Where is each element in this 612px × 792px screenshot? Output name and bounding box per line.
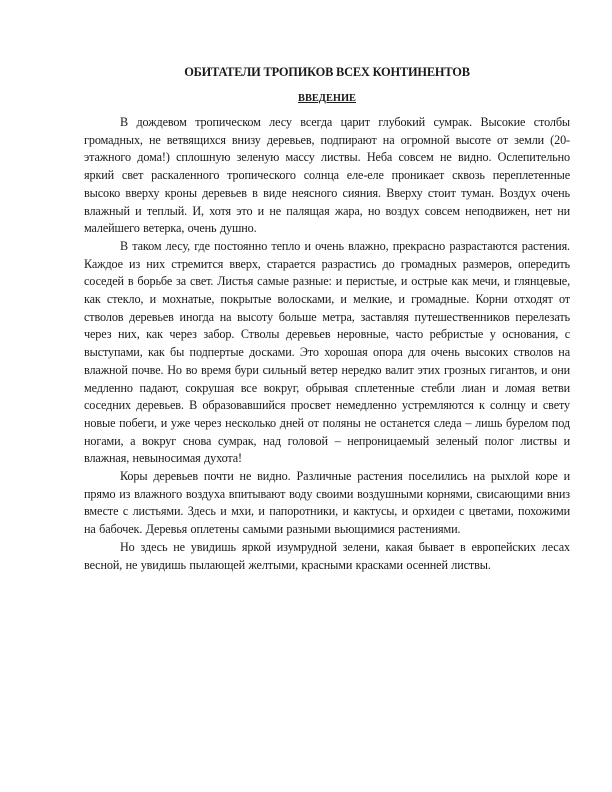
paragraph-4: Но здесь не увидишь яркой изумрудной зелени, какая бывает в европейских лесах весной, не увидишь пылающей желтыми, красными красками осенней листвы.	[84, 539, 570, 572]
document-page	[84, 64, 570, 574]
paragraph-3: Коры деревьев почти не видно. Различные растения поселились на рыхлой коре и прямо из влажного воздуха впитывают воду своими воздушными корнями, свисающими вниз вместе с листьями. Здесь и мхи, и папоротники, и кактусы, и орхидеи с цветами, похожими на бабочек. Деревья оплетены самыми разными вьющимися растениями.	[84, 469, 570, 537]
document-title: ОБИТАТЕЛИ ТРОПИКОВ ВСЕХ КОНТИНЕНТОВ	[184, 65, 470, 79]
paragraph-1: В дождевом тропическом лесу всегда царит глубокий сумрак. Высокие столбы громадных, не ветвящихся внизу деревьев, подпирают на огромной высоте от земли (20-этажного дома!) сплошную зеленую массу листвы. Неба совсем не видно. Ослепительно яркий свет раскаленного тропического солнца еле-еле проникает сквозь переплетенные высоко вверху кроны деревьев в виде неясного сияния. Вверху стоит туман. Воздух очень влажный и теплый. И, хотя это и не палящая жара, но воздух совсем неподвижен, нет ни малейшего ветерка, очень душно.	[84, 115, 570, 236]
paragraph-2: В таком лесу, где постоянно тепло и очень влажно, прекрасно разрастаются растения. Каждое из них стремится вверх, старается разрастись до громадных размеров, опередить соседей в борьбе за свет. Листья самые разные: и перистые, и острые как мечи, и глянцевые, как стекло, и мохнатые, покрытые волосками, и мелкие, и громадные. Корни отходят от стволов деревьев иногда на высоту больше метра, заставляя путешественников перелезать через них, как через забор. Стволы деревьев неровные, часто ребристые у основания, с выступами, как бы подпертые досками. Это хорошая опора для очень высоких стволов на влажной почве. Но во время бури сильный ветер нередко валит этих грозных гигантов, и они медленно падают, сокрушая все вокруг, обрывая сплетенные стебли лиан и ломая ветви соседних деревьев. В образовавшийся просвет немедленно устремляются к солнцу и свету новые побеги, и уже через несколько дней от поляны не останется следа – лишь бурелом под ногами, а вокруг снова сумрак, над головой – непроницаемый зеленый полог листвы и влажная, невыносимая духота!	[84, 238, 570, 466]
section-heading: ВВЕДЕНИЕ	[298, 93, 356, 104]
